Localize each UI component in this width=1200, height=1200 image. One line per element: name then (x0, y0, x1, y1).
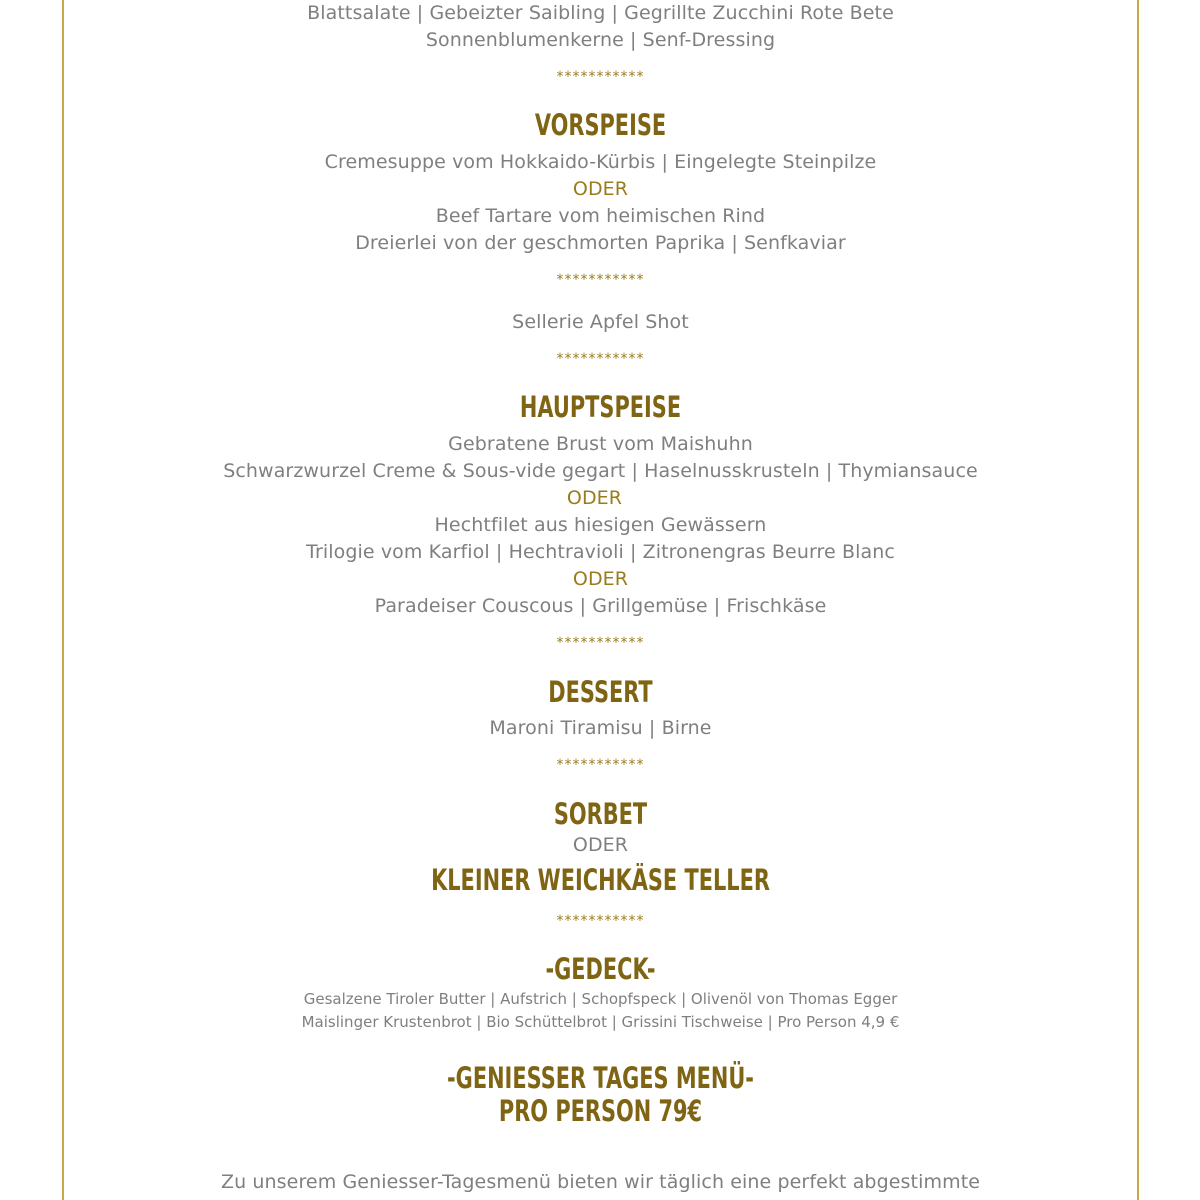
dessert-title: DESSERT (548, 675, 653, 709)
gedeck-title: -GEDECK- (545, 952, 656, 986)
hauptspeise-oder-1: ODER (566, 487, 623, 509)
gedeck-line-2: Maislinger Krustenbrot | Bio Schüttelbrot | Grissini Tischweise | Pro Person 4,9 € (301, 1013, 900, 1031)
hauptspeise-option-1-line-2: Schwarzwurzel Creme & Sous-vide gegart | Haselnusskrusteln | Thymiansauce (223, 460, 978, 482)
separator: *********** (556, 351, 645, 367)
frame-right-border (1137, 0, 1139, 1200)
vorspeise-option-2-line-2: Dreierlei von der geschmorten Paprika | Senfkaviar (355, 232, 846, 254)
separator: *********** (556, 272, 645, 288)
separator: *********** (556, 913, 645, 929)
vorspeise-oder: ODER (572, 178, 629, 200)
hauptspeise-option-2-line-1: Hechtfilet aus hiesigen Gewässern (434, 514, 767, 536)
hauptspeise-oder-2: ODER (572, 568, 629, 590)
hauptspeise-option-2-line-2: Trilogie vom Karfiol | Hechtravioli | Zitronengras Beurre Blanc (306, 541, 895, 563)
separator: *********** (556, 757, 645, 773)
shot-item: Sellerie Apfel Shot (512, 311, 689, 333)
separator: *********** (556, 635, 645, 651)
sorbet-title: SORBET (553, 797, 648, 831)
hauptspeise-title: HAUPTSPEISE (519, 390, 682, 424)
weichkaese-title: KLEINER WEICHKÄSE TELLER (431, 863, 770, 897)
menu-title: -GENIESSER TAGES MENÜ- (447, 1061, 754, 1095)
intro-line-2: Sonnenblumenkerne | Senf-Dressing (425, 29, 776, 51)
gedeck-line-1: Gesalzene Tiroler Butter | Aufstrich | Schopfspeck | Olivenöl von Thomas Egger (303, 990, 898, 1008)
separator: *********** (556, 69, 645, 85)
hauptspeise-option-3: Paradeiser Couscous | Grillgemüse | Frischkäse (374, 595, 827, 617)
vorspeise-option-2-line-1: Beef Tartare vom heimischen Rind (435, 205, 766, 227)
dessert-item: Maroni Tiramisu | Birne (489, 717, 712, 739)
hauptspeise-option-1-line-1: Gebratene Brust vom Maishuhn (448, 433, 753, 455)
vorspeise-title: VORSPEISE (534, 108, 667, 142)
intro-line-1: Blattsalate | Gebeizter Saibling | Gegrillte Zucchini Rote Bete (307, 2, 894, 24)
menu-price: PRO PERSON 79€ (498, 1094, 703, 1128)
footer-text: Zu unserem Geniesser-Tagesmenü bieten wir täglich eine perfekt abgestimmte (220, 1171, 981, 1193)
vorspeise-option-1: Cremesuppe vom Hokkaido-Kürbis | Eingelegte Steinpilze (324, 151, 877, 173)
sorbet-oder: ODER (572, 834, 629, 856)
